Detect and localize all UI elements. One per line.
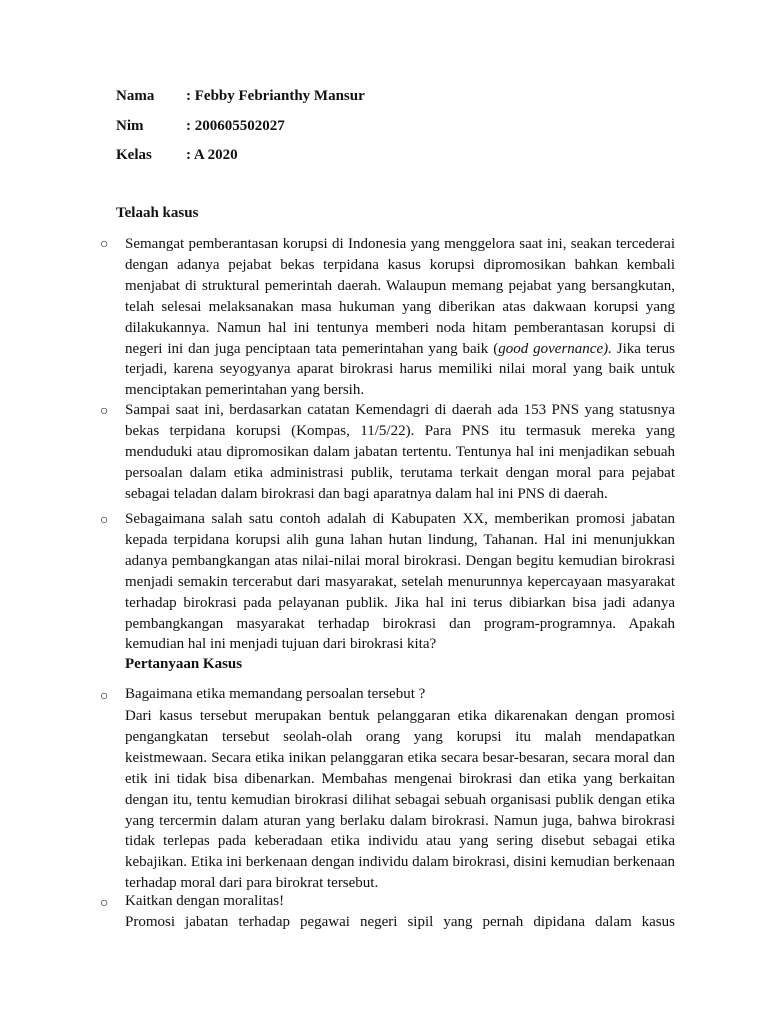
class-label: Kelas — [116, 147, 152, 163]
nim-label: Nim — [116, 118, 144, 134]
paragraph-telaah-1 — [125, 234, 675, 401]
paragraph-telaah-3: Sebagaimana salah satu contoh adalah di Kabupaten XX, memberikan promosi jabatan kepada terpidana korupsi alih guna lahan hutan lindung, Tahanan. Hal ini menunjukkan adanya pembangkangan atas nilai-nilai moral birokrasi. Dengan begitu kemudian birokrasi menjadi semakin tercerabut dari masyarakat, setelah menurunnya kepercayaan masyarakat terhadap birokrasi pada pelayanan publik. Jika hal ini terus dibiarkan bisa jadi adanya pembangkangan masyarakat terhadap birokrasi dan program-programnya. Apakah kemudian hal ini menjadi tujuan dari birokrasi kita? — [125, 511, 675, 653]
name-value: : Febby Febrianthy Mansur — [186, 88, 365, 104]
answer-1: Dari kasus tersebut merupakan bentuk pelanggaran etika dikarenakan dengan promosi pengangkatan tersebut seolah-olah orang yang korupsi itu malah mendapatkan keistmewaan. Secara etika inikan pelanggaran etika secara besar-besaran, secara moral dan etik ini tidak bisa dibenarkan. Membahas mengenai birokrasi dan etika yang berkaitan dengan itu, tentu kemudian birokrasi dilihat sebagai sebuah organisasi publik dengan etika yang tercermin dalam aturan yang berlaku dalam birokrasi. Namun juga, bahwa birokrasi tidak terlepas pada keberadaan etika individu atau yang sering disebut sebagai etika kebajikan. Etika ini berkenaan dengan individu dalam birokrasi, disini kemudian berkenaan terhadap moral dari para birokrat tersebut. — [125, 708, 675, 892]
paragraph-telaah-1-text-a: Semangat pemberantasan korupsi di Indonesia yang menggelora saat ini, seakan tercederai dengan adanya pejabat bekas terpidana kasus korupsi dipromosikan bahkan kembali menjabat di struktural pemerintah daerah. Walaupun memang pejabat yang bersangkutan, telah selesai melaksanakan masa hukuman yang diberikan atas dakwaan korupsi yang dilakukannya. Namun hal ini tentunya memberi noda hitam pemberantasan korupsi di negeri ini dan juga penciptaan tata pemerintahan yang baik ( — [125, 236, 675, 357]
nim-value: : 200605502027 — [186, 118, 285, 134]
answer-2: Promosi jabatan terhadap pegawai negeri sipil yang pernah dipidana dalam kasus — [125, 914, 675, 930]
section-title-pertanyaan-kasus: Pertanyaan Kasus — [125, 656, 243, 672]
bullet-icon: ○ — [100, 689, 109, 704]
bullet-icon: ○ — [100, 513, 109, 528]
name-label: Nama — [116, 88, 155, 104]
question-2: Kaitkan dengan moralitas! — [125, 893, 285, 909]
paragraph-telaah-2: Sampai saat ini, berdasarkan catatan Kemendagri di daerah ada 153 PNS yang statusnya bekas terpidana korupsi (Kompas, 11/5/22). Para PNS itu termasuk mereka yang menduduki atau dipromosikan dalam jabatan tertentu. Tentunya hal ini menjadikan sebuah persoalan dalam etika administrasi publik, terutama terkait dengan moral para pejabat sebagai teladan dalam birokrasi dan bagi aparatnya dalam hal ini PNS di daerah. — [125, 402, 675, 502]
class-value: : A 2020 — [186, 147, 238, 163]
bullet-icon: ○ — [100, 896, 109, 911]
bullet-icon: ○ — [100, 237, 109, 252]
paragraph-telaah-1-text-b: Jika terus terjadi, karena seyogyanya aparat birokrasi harus memiliki nilai moral yang baik untuk menciptakan pemerintahan yang bersih. — [125, 340, 675, 399]
section-title-telaah-kasus: Telaah kasus — [116, 205, 199, 221]
question-1: Bagaimana etika memandang persoalan tersebut ? — [125, 686, 426, 702]
paragraph-telaah-1-italic: good governance). — [498, 340, 612, 357]
bullet-icon: ○ — [100, 404, 109, 419]
